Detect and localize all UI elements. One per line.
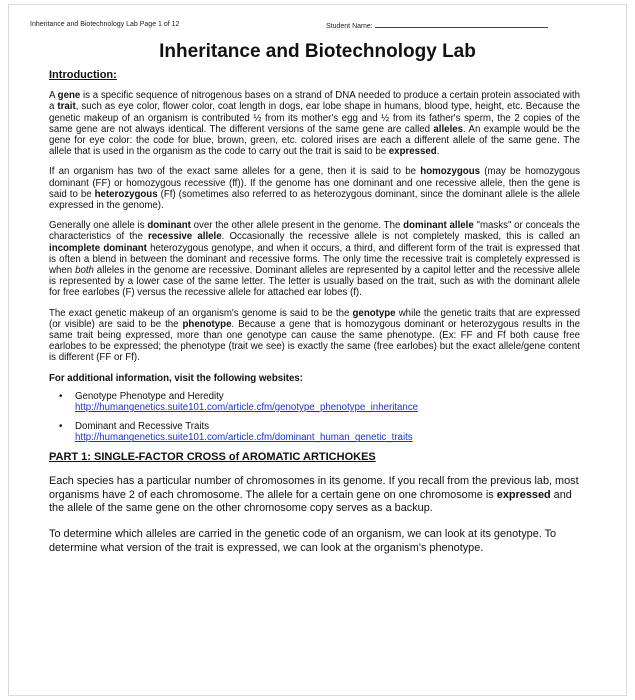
paragraph-genotype [49,308,580,364]
student-name-line[interactable] [375,21,548,28]
paragraph-dominance [49,220,580,298]
term-incomplete-dominant: incomplete dominant [49,242,147,254]
text-run: and the allele of the same gene on the other chromosome copy serves as a backup. [49,488,572,515]
paragraph-determine: To determine which alleles are carried in the genetic code of an organism, we can look at its genotype. To determine what version of the trait is expressed, we can look at the organism's phenotype. [49,528,557,554]
student-name-field[interactable] [326,21,548,30]
term-dominant-allele: dominant allele [403,220,474,232]
link-dominant-recessive[interactable]: http://humangenetics.suite101.com/article.cfm/dominant_human_genetic_traits [75,432,413,444]
text-run: "masks" or conceals the characteristics of the [49,220,581,243]
part1-heading: PART 1: SINGLE-FACTOR CROSS of AROMATIC ARTICHOKES [49,450,376,463]
text-run: The exact genetic makeup of an organism's genome is said to be the [49,307,353,319]
bullet-icon: • [59,390,63,402]
bullet-icon: • [59,421,63,433]
term-trait: trait [57,101,76,113]
term-gene: gene [57,90,81,102]
text-run: A [49,90,58,102]
text-run: is a specific sequence of nitrogenous bases on a strand of DNA needed to produce a certain protein associated with a [49,90,581,113]
list-item [49,421,580,443]
term-homozygous: homozygous [420,166,481,178]
term-expressed: expressed [496,488,551,501]
term-heterozygous: heterozygous [94,188,158,200]
student-name-label: Student Name: [326,23,373,30]
paragraph-gene [49,90,580,157]
text-run: while the genetic traits that are expressed (or visible) are said to be the [49,307,580,330]
text-run: Each species has a particular number of chromosomes in its genome. If you recall from the previous lab, most organisms have 2 of each chromosome. The allele for a certain gene on one chromosome is [49,474,579,501]
link-title: Dominant and Recessive Traits [75,421,210,433]
term-expressed: expressed [388,146,437,158]
document-body [49,70,580,567]
text-run: (may be homozygous dominant (FF) or homozygous recessive (ff)). If the genome has one dominant and one recessive allele, then the gene is said to be [49,166,580,200]
page-title: Inheritance and Biotechnology Lab [159,41,476,62]
introduction-heading: Introduction: [49,69,117,81]
text-run: alleles in the genome are recessive. Dominant alleles are represented by a capitol letter and the recessive allele is represented by a lower case of the same letter. The letter is usually based on the trait, such as with the dominant allele for free earlobes (F) versus the recessive allele for attached ear lobes (f). [49,265,580,299]
additional-info-heading: For additional information, visit the following websites: [49,372,304,384]
text-run: . An example would be the gene for eye color: the code for blue, brown, green, etc. colored irises are each a different allele of the same gene. The allele that is used in the organism as the code to carry out the trait is said to be [49,123,580,158]
term-genotype: genotype [352,307,396,319]
link-genotype-phenotype[interactable]: http://humangenetics.suite101.com/article.cfm/genotype_phenotype_inheritance [75,402,419,414]
list-item [49,391,580,413]
text-run: . Occasionally the recessive allele is not completely masked, this is called an [221,231,581,243]
text-run: . Because a gene that is homozygous dominant or heterozygous results in the same trait being expressed, more than one genotype can cause the same phenotype. (Ex: FF and Ff both cause free earlobes to be expressed; the phenotype (trait we see) is exactly the same (free earlobes) but the exact allele/gene content is different (FF or Ff). [49,318,581,364]
text-run: over the other allele present in the genome. The [190,220,404,232]
term-alleles: alleles [433,123,464,135]
text-run: , such as eye color, flower color, coat length in dogs, ear lobe shape in humans, blood type, height, etc. Because the genetic makeup of an organism is contributed ½ from its mother's egg and ½ from its father's sperm, the 2 copies of the same gene are not always identical. The different versions of the same gene are called [49,101,580,135]
link-title: Genotype Phenotype and Heredity [75,390,224,402]
paragraph-chromosomes [49,475,580,516]
term-phenotype: phenotype [182,318,232,330]
emphasis-both: both [75,265,94,277]
term-dominant: dominant [147,220,191,232]
text-run: heterozygous genotype, and when it occurs, a third, and different form of the trait is expressed that is often a blend in between the dominant and recessive forms. The only time the recessive trait is completely expressed is when [49,242,581,277]
text-run: . [436,146,440,158]
paragraph-zygosity [49,166,580,211]
text-run: If an organism has two of the exact same alleles for a gene, then it is said to be [49,166,421,178]
page-header-label: Inheritance and Biotechnology Lab Page 1 of 12 [30,21,180,28]
text-run: (Ff) (sometimes also referred to as heterozygous dominant, since the dominant allele is the allele expressed in the genome). [49,188,581,212]
text-run: Generally one allele is [49,220,148,232]
term-recessive-allele: recessive allele [148,231,222,243]
